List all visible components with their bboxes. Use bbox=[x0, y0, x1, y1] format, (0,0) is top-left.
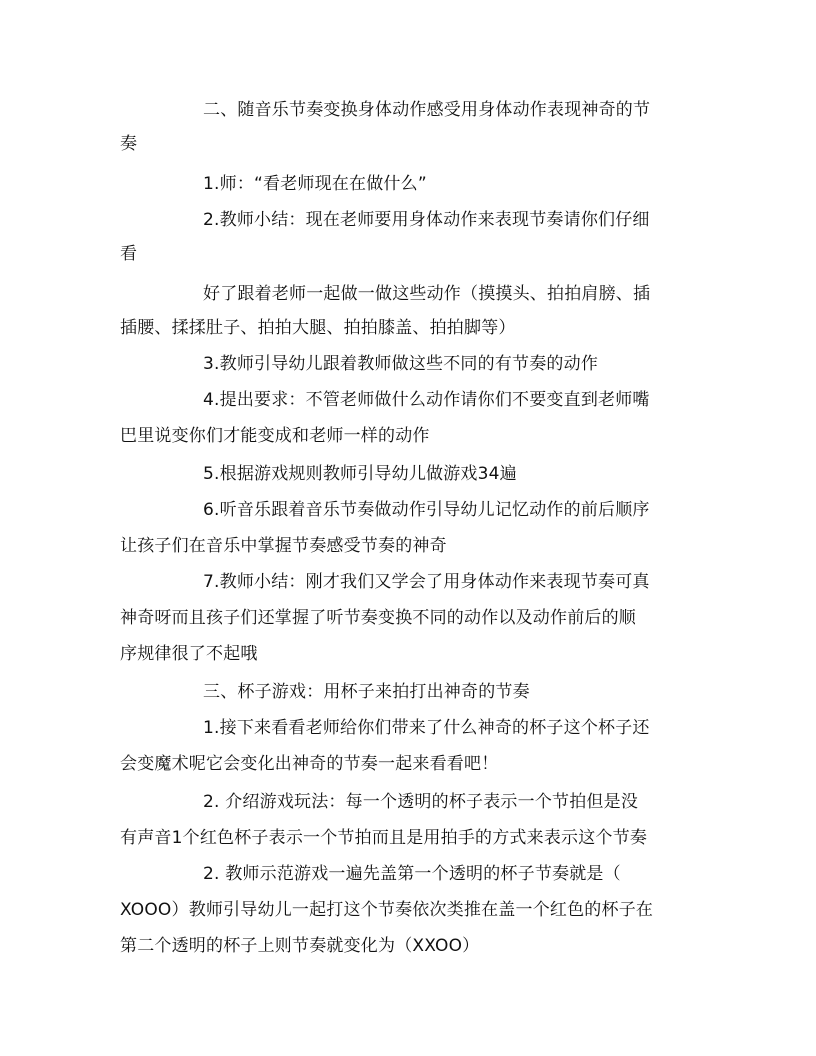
list-item-line: 2.教师小结：现在老师要用身体动作来表现节奏请你们仔细 bbox=[203, 210, 650, 230]
list-item-line: 2. 教师示范游戏一遍先盖第一个透明的杯子节奏就是（ bbox=[203, 864, 621, 884]
list-item-line: 3.教师引导幼儿跟着教师做这些不同的有节奏的动作 bbox=[203, 354, 599, 374]
paragraph-line: 神奇呀而且孩子们还掌握了听节奏变换不同的动作以及动作前后的顺 bbox=[120, 608, 636, 628]
paragraph-line: 第二个透明的杯子上则节奏就变化为（XXOO） bbox=[120, 936, 480, 956]
paragraph-line: 有声音1个红色杯子表示一个节拍而且是用拍手的方式来表示这个节奏 bbox=[120, 828, 648, 848]
paragraph-line: XOOO）教师引导幼儿一起打这个节奏依次类推在盖一个红色的杯子在 bbox=[120, 900, 654, 920]
paragraph-line: 看 bbox=[120, 244, 138, 264]
paragraph-line: 巴里说变你们才能变成和老师一样的动作 bbox=[120, 426, 430, 446]
list-item-line: 4.提出要求：不管老师做什么动作请你们不要变直到老师嘴 bbox=[203, 390, 650, 410]
section-heading-3: 三、杯子游戏：用杯子来拍打出神奇的节奏 bbox=[203, 682, 530, 702]
list-item-line: 5.根据游戏规则教师引导幼儿做游戏34遍 bbox=[203, 464, 517, 484]
paragraph-line: 会变魔术呢它会变化出神奇的节奏一起来看看吧！ bbox=[120, 754, 499, 774]
paragraph-line: 让孩子们在音乐中掌握节奏感受节奏的神奇 bbox=[120, 536, 447, 556]
list-item-line: 7.教师小结：刚才我们又学会了用身体动作来表现节奏可真 bbox=[203, 572, 650, 592]
section-heading-2: 二、随音乐节奏变换身体动作感受用身体动作表现神奇的节 bbox=[203, 100, 651, 120]
list-item-line: 1.师：“看老师现在在做什么” bbox=[203, 174, 427, 194]
list-item-line: 2. 介绍游戏玩法：每一个透明的杯子表示一个节拍但是没 bbox=[203, 792, 639, 812]
list-item-line: 1.接下来看看老师给你们带来了什么神奇的杯子这个杯子还 bbox=[203, 718, 650, 738]
paragraph-line: 好了跟着老师一起做一做这些动作（摸摸头、拍拍肩膀、插 bbox=[203, 284, 651, 304]
paragraph-line: 奏 bbox=[120, 134, 138, 154]
paragraph-line: 插腰、揉揉肚子、拍拍大腿、拍拍膝盖、拍拍脚等） bbox=[120, 318, 516, 338]
list-item-line: 6.听音乐跟着音乐节奏做动作引导幼儿记忆动作的前后顺序 bbox=[203, 500, 650, 520]
paragraph-line: 序规律很了不起哦 bbox=[120, 644, 258, 664]
